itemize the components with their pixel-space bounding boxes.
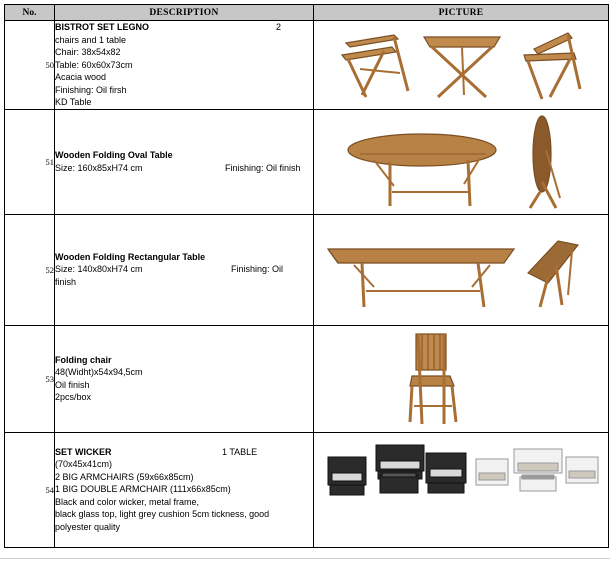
item-finish: Finishing: Oil (231, 264, 284, 275)
table-row (5, 432, 609, 547)
item-description (55, 432, 314, 547)
product-table (4, 4, 609, 548)
item-qty: 1 TABLE (222, 446, 258, 457)
item-size: Size: 160x85xH74 cm (55, 162, 143, 173)
item-line: (70x45x41cm) (55, 459, 113, 470)
header-description: DESCRIPTION (55, 5, 314, 21)
item-title: BISTROT SET LEGNO (55, 22, 150, 32)
item-line: Acacia wood (55, 72, 107, 82)
table-row (5, 21, 609, 110)
item-qty: 2 (276, 22, 282, 32)
item-line: KD Table (55, 97, 92, 107)
item-line: 2 BIG ARMCHAIRS (59x66x85cm) (55, 471, 194, 482)
item-line: Black and color wicker, metal frame, (55, 496, 200, 507)
item-line: polyester quality (55, 521, 121, 532)
item-description (55, 21, 314, 110)
header-picture: PICTURE (314, 5, 609, 21)
item-description (55, 109, 314, 214)
folding-bistro-set-image (314, 21, 609, 110)
item-line: Chair: 38x54x82 (55, 47, 121, 57)
item-line: 1 BIG DOUBLE ARMCHAIR (111x66x85cm) (55, 484, 231, 495)
item-title: Wooden Folding Oval Table (55, 150, 173, 160)
item-number: 50 (5, 21, 55, 110)
table-row (5, 325, 609, 432)
table-row (5, 214, 609, 325)
item-line: chairs and 1 table (55, 34, 127, 45)
item-finish: Finishing: Oil finish (225, 162, 301, 173)
item-line: Finishing: Oil firsh (55, 84, 127, 95)
rectangular-folding-table-image (314, 214, 609, 325)
item-line: black glass top, light grey cushion 5cm tickness, good (55, 509, 270, 520)
item-description (55, 214, 314, 325)
item-line: 48(Widht)x54x94,5cm (55, 367, 143, 377)
product-catalog-sheet (4, 4, 608, 546)
item-number: 53 (5, 325, 55, 432)
item-number: 52 (5, 214, 55, 325)
item-number: 54 (5, 432, 55, 547)
item-line: 2pcs/box (55, 392, 92, 402)
oval-folding-table-image (314, 109, 609, 214)
table-header-row (5, 5, 609, 21)
header-no: No. (5, 5, 55, 21)
item-title: Wooden Folding Rectangular Table (55, 251, 206, 262)
item-line: Oil finish (55, 379, 90, 390)
item-title: Folding chair (55, 354, 112, 365)
folding-chair-image (314, 325, 609, 432)
item-line: Table: 60x60x73cm (55, 59, 133, 70)
divider (0, 558, 610, 559)
item-number: 51 (5, 109, 55, 214)
table-row (5, 109, 609, 214)
item-title: SET WICKER (55, 446, 112, 457)
wicker-set-image (314, 432, 609, 547)
item-finish-cont: finish (55, 276, 77, 287)
item-description (55, 325, 314, 432)
item-size: Size: 140x80xH74 cm (55, 264, 143, 275)
